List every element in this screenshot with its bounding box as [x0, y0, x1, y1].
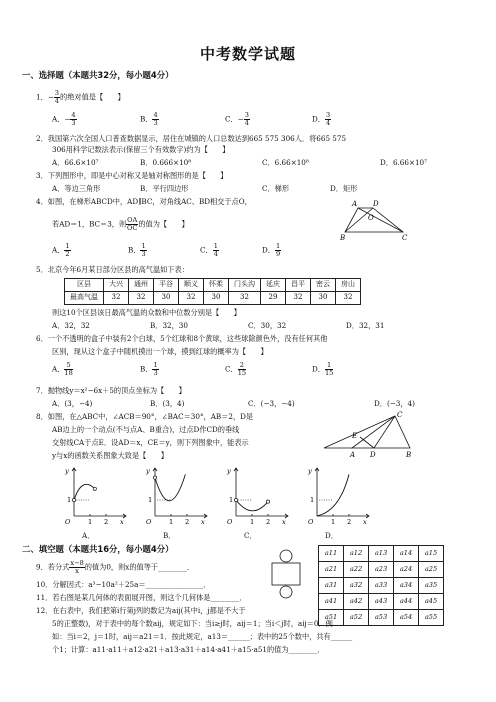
table-cell: a41	[319, 594, 344, 610]
graph-option-c	[224, 464, 292, 530]
label-e: E	[352, 432, 358, 440]
q7-option-c: C．(−3，−4)	[248, 399, 295, 408]
table-cell: a44	[394, 594, 419, 610]
table-row	[65, 292, 361, 305]
q6-stem-line1: 6．一个不透明的盒子中装有2个白球，5个红球和8个黄球，这些球除颜色外，没有任何其他	[36, 334, 328, 343]
table-cell: a33	[369, 578, 394, 594]
table-cell: a53	[369, 610, 394, 626]
section-fill-heading: 二、填空题（本题共16分，每小题4分）	[22, 544, 174, 554]
open-endpoint	[234, 498, 237, 501]
x-tick-2-label: 2	[104, 518, 109, 526]
table-cell: 30	[311, 292, 336, 305]
table-cell: a51	[319, 610, 344, 626]
graph-option-a	[62, 464, 130, 530]
bottom-circle	[280, 586, 292, 598]
q2-option-c: C．6.66×10⁸	[262, 158, 309, 167]
q5-question: 则这10个区县该日最高气温的众数和中位数分别是【 】	[52, 308, 241, 317]
table-cell: 延庆	[261, 279, 286, 292]
x-tick-2-label: 2	[185, 518, 190, 526]
open-endpoint	[153, 476, 156, 479]
origin-label: O	[65, 518, 71, 526]
table-cell: a31	[319, 578, 344, 594]
table-cell: a32	[344, 578, 369, 594]
table-cell: a24	[394, 562, 419, 578]
label-o: O	[368, 214, 374, 222]
origin-label: O	[227, 518, 233, 526]
table-cell: a11	[319, 546, 344, 562]
table-cell: a42	[344, 594, 369, 610]
origin-label: O	[146, 518, 152, 526]
q4-stem-line1: 4．如图，在梯形ABCD中，AD∥BC，对角线AC、BD相交于点O，	[36, 197, 252, 206]
table-cell: 32	[104, 292, 129, 305]
label-a: A	[352, 200, 358, 208]
q6-option-c: C． $\frac{2}{15}$	[225, 361, 247, 377]
q1-stem: 1．− $\frac{3}{4}$ 的绝对值是【 】	[36, 89, 125, 105]
q4-option-a: A． $\frac{1}{2}$	[52, 242, 70, 258]
q12-stem-line1: 12．在右表中，我们把第i行第j列的数记为aij(其中i，j都是不大于	[36, 606, 246, 615]
table-cell: a12	[344, 546, 369, 562]
q1-option-b: B． $\frac{4}{3}$	[140, 111, 158, 127]
table-cell: 大兴	[104, 279, 129, 292]
table-cell: 30	[154, 292, 179, 305]
table-cell: a43	[369, 594, 394, 610]
table-cell: 32	[286, 292, 311, 305]
q4-stem-line2: 若AD＝1，BC＝3，则 $\frac{OA}{OC}$ 的值为【 】	[52, 216, 189, 232]
aij-matrix-table	[318, 545, 444, 626]
table-cell: a23	[369, 562, 394, 578]
q3-option-c: C．梯形	[262, 184, 290, 193]
origin-label: O	[308, 518, 314, 526]
table-row	[319, 594, 444, 610]
x-tick-2-label: 2	[347, 518, 352, 526]
label-d: D	[373, 200, 379, 208]
top-circle	[280, 550, 292, 562]
table-cell: a22	[344, 562, 369, 578]
table-cell: a21	[319, 562, 344, 578]
table-row	[319, 562, 444, 578]
x-label: x	[201, 518, 205, 526]
page-title: 中考数学试题	[199, 45, 296, 63]
q4-option-b: B． $\frac{1}{3}$	[128, 242, 146, 258]
table-cell: a15	[419, 546, 444, 562]
open-endpoint	[72, 498, 75, 501]
q12-stem-line4: 个1；计算：a11·a11＋a12·a21＋a13·a31＋a14·a41＋a15·a51的值为________．	[52, 645, 325, 654]
q8-stem-line1: 8．如图，在△ABC中，∠ACB＝90°，∠BAC＝30°，AB＝2，D是	[36, 412, 254, 421]
y-label: y	[227, 467, 231, 475]
q5-option-b: B．32，30	[150, 321, 188, 330]
table-cell: a45	[419, 594, 444, 610]
net-figure	[268, 548, 304, 604]
table-cell: a35	[419, 578, 444, 594]
table-cell: a55	[419, 610, 444, 626]
x-tick-1-label: 1	[250, 518, 255, 526]
trapezoid-outline	[345, 208, 403, 232]
table-cell: 32	[129, 292, 154, 305]
q7-stem: 7．抛物线y＝x²−6x＋5的顶点坐标为【 】	[36, 386, 186, 395]
q6-option-b: B． $\frac{1}{3}$	[140, 361, 158, 377]
table-row	[65, 279, 361, 292]
q6-stem-line2: 区别，现从这个盒子中随机摸出一个球，摸到红球的概率为【 】	[52, 347, 268, 356]
graph-caption-c: C．	[244, 531, 257, 540]
q6-option-d: D． $\frac{1}{15}$	[312, 361, 334, 377]
q10-stem: 10．分解因式：a³−10a²＋25a＝________________．	[36, 580, 211, 589]
function-curve	[155, 474, 185, 500]
table-cell: a25	[419, 562, 444, 578]
q3-stem: 3．下列图形中，即是中心对称又是轴对称图形的是【 】	[36, 171, 228, 180]
lateral-rectangle	[272, 563, 300, 585]
table-cell: 通州	[129, 279, 154, 292]
function-curve	[74, 484, 95, 500]
graph-caption-a: A．	[82, 531, 95, 540]
x-tick-1-label: 1	[331, 518, 336, 526]
x-tick-1-label: 1	[169, 518, 174, 526]
open-endpoint	[93, 487, 96, 490]
y-tick-1-label: 1	[148, 496, 153, 504]
q6-option-a: A． $\frac{5}{18}$	[52, 361, 73, 377]
y-tick-1-label: 1	[67, 496, 72, 504]
q3-option-a: A．等边三角形	[52, 184, 101, 193]
open-endpoint	[266, 500, 269, 503]
q1-option-c: C．− $\frac{3}{4}$	[225, 111, 249, 127]
q8-stem-line3: 交射线CA于点E．设AD＝x，CE＝y，则下列图象中，能表示	[52, 438, 249, 447]
table-row	[319, 546, 444, 562]
graph-caption-b: B．	[163, 531, 176, 540]
q2-option-a: A．66.6×10⁷	[52, 158, 99, 167]
function-curve	[236, 500, 268, 511]
q5-stem: 5．北京今年6月某日部分区县的高气温如下表：	[36, 265, 189, 274]
q1-option-a: A．− $\frac{4}{3}$	[52, 111, 76, 127]
table-cell: a34	[394, 578, 419, 594]
x-tick-1-label: 1	[88, 518, 93, 526]
y-tick-1-label: 1	[229, 496, 234, 504]
q8-stem-line4: y与x的函数关系图象大致是【 】	[52, 451, 168, 460]
y-label: y	[65, 467, 69, 475]
q7-option-d: D．(−3，4)	[374, 399, 415, 408]
table-cell: 昌平	[286, 279, 311, 292]
temperature-table	[64, 278, 361, 305]
label-c: C	[397, 411, 403, 419]
q11-stem: 11．若右图是某几何体的表面展开图，则这个几何体是________．	[36, 593, 247, 602]
table-cell: a52	[344, 610, 369, 626]
table-row	[319, 610, 444, 626]
q12-stem-line2: 5的正整数)，对于表中的每个数aij，规定如下：当i≥j时，aij＝1；当i＜j时，aij＝0．例	[52, 619, 333, 628]
table-cell: 30	[204, 292, 229, 305]
q12-stem-line3: 如：当i＝2，j＝1时，aij＝a21＝1．按此规定，a13＝______；表中的25个数中，共有______	[52, 632, 353, 641]
table-cell: a14	[394, 546, 419, 562]
table-cell: 怀柔	[204, 279, 229, 292]
label-c: C	[402, 234, 408, 242]
y-tick-1-label: 1	[310, 496, 315, 504]
diagonal-ac	[358, 208, 403, 232]
q4-option-d: D． $\frac{1}{9}$	[262, 242, 281, 258]
q8-stem-line2: AB边上的一个动点(不与点A、B重合)，过点D作CD的垂线	[52, 425, 240, 434]
q5-option-c: C．30，32	[248, 321, 287, 330]
table-cell: 32	[336, 292, 361, 305]
label-d: D	[370, 451, 376, 459]
table-cell: 顺义	[179, 279, 204, 292]
x-label: x	[282, 518, 286, 526]
x-tick-2-label: 2	[266, 518, 271, 526]
table-cell: 最高气温	[65, 292, 104, 305]
function-curve	[317, 474, 349, 516]
segment-de	[360, 437, 374, 448]
y-label: y	[308, 467, 312, 475]
table-cell: 区县	[65, 279, 104, 292]
x-label: x	[120, 518, 124, 526]
section-choice-heading: 一、选择题（本题共32分，每小题4分）	[22, 70, 174, 80]
table-cell: 29	[261, 292, 286, 305]
label-b: B	[406, 451, 412, 459]
graph-caption-d: D．	[325, 531, 338, 540]
q2-option-d: D．6.66×10⁷	[380, 158, 428, 167]
graph-option-b	[143, 464, 211, 530]
trapezoid-figure	[340, 196, 420, 242]
table-cell: a13	[369, 546, 394, 562]
q1-option-d: D． $\frac{3}{4}$	[312, 111, 331, 127]
y-label: y	[146, 467, 150, 475]
q7-option-b: B．(3，4)	[150, 399, 185, 408]
table-cell: 房山	[336, 279, 361, 292]
table-cell: 平谷	[154, 279, 179, 292]
triangle-abc	[352, 416, 410, 448]
x-label: x	[363, 518, 367, 526]
q2-stem-line2: 306用科学记数法表示(保留三个有效数字)约为【 】	[52, 145, 230, 154]
q2-option-b: B．0.666×10⁸	[140, 158, 192, 167]
table-cell: 32	[229, 292, 261, 305]
table-cell: 密云	[311, 279, 336, 292]
table-cell: 32	[179, 292, 204, 305]
q5-option-d: D．32，31	[346, 321, 385, 330]
q9-stem: 9．若分式 $\frac{x-8}{x}$ 的值为0，则x的值等于________．	[36, 559, 195, 575]
table-row	[319, 578, 444, 594]
table-cell: 门头沟	[229, 279, 261, 292]
q7-option-a: A．(3，−4)	[52, 399, 93, 408]
q4-option-c: C． $\frac{1}{4}$	[200, 242, 218, 258]
q5-option-a: A．32，32	[52, 321, 90, 330]
label-b: B	[340, 234, 346, 242]
table-cell: a54	[394, 610, 419, 626]
graph-option-d	[305, 464, 373, 530]
q3-option-b: B．平行四边形	[140, 184, 189, 193]
q2-stem-line1: 2．我国第六次全国人口普查数据显示，居住在城镇的人口总数达到665 575 306人．将665 575	[36, 134, 347, 143]
triangle-figure	[320, 408, 420, 460]
label-a: A	[350, 451, 356, 459]
q3-option-d: D．矩形	[330, 184, 358, 193]
